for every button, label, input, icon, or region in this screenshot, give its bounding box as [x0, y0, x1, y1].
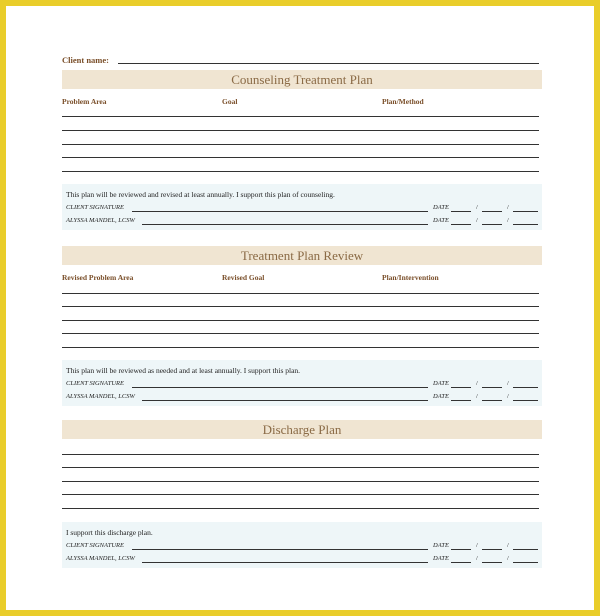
entry-line[interactable]: [62, 116, 539, 117]
client-signature-label: CLIENT SIGNATURE: [66, 204, 124, 211]
entry-line[interactable]: [62, 157, 539, 158]
date-label: DATE: [433, 393, 450, 400]
entry-line[interactable]: [62, 333, 539, 334]
clinician-signature-row: [66, 555, 538, 565]
date-separator: /: [507, 393, 509, 400]
column-header-plan-intervention: Plan/Intervention: [382, 273, 439, 282]
entry-line[interactable]: [62, 467, 539, 468]
clinician-signature-field[interactable]: [142, 400, 428, 401]
signature-block: [62, 184, 542, 230]
date-month-field[interactable]: [451, 387, 471, 388]
date-separator: /: [507, 555, 509, 562]
date-separator: /: [476, 542, 478, 549]
support-statement: I support this discharge plan.: [66, 528, 153, 537]
date-month-field[interactable]: [451, 562, 471, 563]
client-name-label: Client name:: [62, 55, 109, 65]
date-separator: /: [507, 542, 509, 549]
clinician-signature-field[interactable]: [142, 224, 428, 225]
entry-line[interactable]: [62, 130, 539, 131]
column-header-revised-problem-area: Revised Problem Area: [62, 273, 134, 282]
column-header-goal: Goal: [222, 97, 238, 106]
date-day-field[interactable]: [482, 211, 502, 212]
signature-block: [62, 522, 542, 568]
entry-line[interactable]: [62, 454, 539, 455]
signature-block: [62, 360, 542, 406]
date-separator: /: [507, 380, 509, 387]
column-header-plan-method: Plan/Method: [382, 97, 424, 106]
treatment-plan-review-header: Treatment Plan Review: [62, 246, 542, 265]
clinician-signature-row: [66, 217, 538, 227]
column-header-problem-area: Problem Area: [62, 97, 107, 106]
date-day-field[interactable]: [482, 400, 502, 401]
clinician-signature-field[interactable]: [142, 562, 428, 563]
counseling-treatment-plan-header: Counseling Treatment Plan: [62, 70, 542, 89]
date-label: DATE: [433, 217, 450, 224]
clinician-signature-label: ALYSSA MANDEL, LCSW: [66, 555, 135, 562]
date-day-field[interactable]: [482, 224, 502, 225]
date-label: DATE: [433, 204, 450, 211]
support-statement: This plan will be reviewed as needed and at least annually. I support this plan.: [66, 366, 301, 375]
date-month-field[interactable]: [451, 224, 471, 225]
date-month-field[interactable]: [451, 400, 471, 401]
date-label: DATE: [433, 380, 450, 387]
client-name-field[interactable]: [118, 63, 539, 64]
date-separator: /: [476, 393, 478, 400]
entry-line[interactable]: [62, 306, 539, 307]
date-month-field[interactable]: [451, 549, 471, 550]
support-statement: This plan will be reviewed and revised at least annually. I support this plan of counseling.: [66, 190, 335, 199]
client-signature-label: CLIENT SIGNATURE: [66, 380, 124, 387]
date-year-field[interactable]: [513, 549, 538, 550]
client-signature-label: CLIENT SIGNATURE: [66, 542, 124, 549]
entry-line[interactable]: [62, 347, 539, 348]
discharge-plan-header: Discharge Plan: [62, 420, 542, 439]
clinician-signature-label: ALYSSA MANDEL, LCSW: [66, 393, 135, 400]
column-header-revised-goal: Revised Goal: [222, 273, 265, 282]
date-separator: /: [476, 380, 478, 387]
date-label: DATE: [433, 555, 450, 562]
client-signature-field[interactable]: [132, 387, 428, 388]
date-year-field[interactable]: [513, 400, 538, 401]
entry-line[interactable]: [62, 293, 539, 294]
date-year-field[interactable]: [513, 562, 538, 563]
date-year-field[interactable]: [513, 224, 538, 225]
entry-line[interactable]: [62, 508, 539, 509]
entry-line[interactable]: [62, 494, 539, 495]
date-separator: /: [507, 204, 509, 211]
client-signature-row: [66, 380, 538, 390]
client-signature-row: [66, 542, 538, 552]
date-separator: /: [476, 555, 478, 562]
entry-line[interactable]: [62, 171, 539, 172]
date-month-field[interactable]: [451, 211, 471, 212]
client-signature-row: [66, 204, 538, 214]
date-year-field[interactable]: [513, 387, 538, 388]
date-day-field[interactable]: [482, 387, 502, 388]
client-signature-field[interactable]: [132, 549, 428, 550]
date-day-field[interactable]: [482, 549, 502, 550]
date-separator: /: [476, 204, 478, 211]
client-signature-field[interactable]: [132, 211, 428, 212]
treatment-plan-form: [6, 6, 594, 610]
entry-line[interactable]: [62, 144, 539, 145]
date-label: DATE: [433, 542, 450, 549]
clinician-signature-row: [66, 393, 538, 403]
date-separator: /: [507, 217, 509, 224]
date-year-field[interactable]: [513, 211, 538, 212]
date-day-field[interactable]: [482, 562, 502, 563]
clinician-signature-label: ALYSSA MANDEL, LCSW: [66, 217, 135, 224]
date-separator: /: [476, 217, 478, 224]
entry-line[interactable]: [62, 320, 539, 321]
entry-line[interactable]: [62, 481, 539, 482]
